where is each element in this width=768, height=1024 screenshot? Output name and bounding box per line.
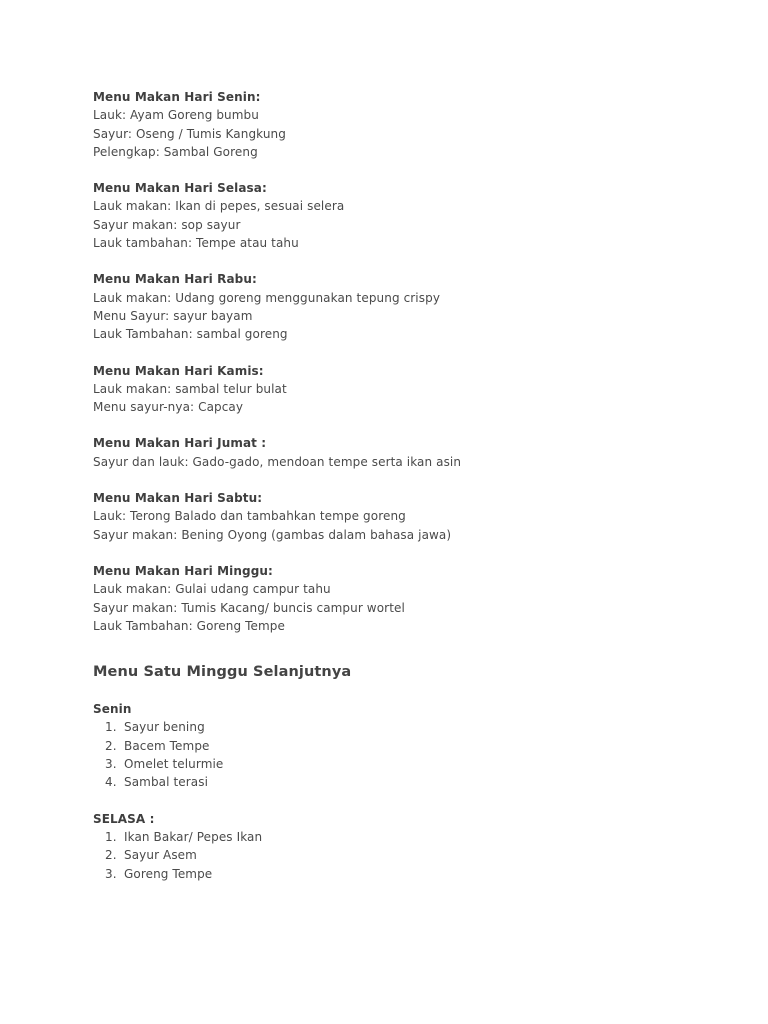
day-title: Menu Makan Hari Minggu: bbox=[93, 563, 273, 578]
day-block-jumat bbox=[93, 434, 733, 471]
day-block-sabtu bbox=[93, 489, 733, 544]
day-block-selasa bbox=[93, 179, 733, 252]
menu-line: Lauk Tambahan: sambal goreng bbox=[93, 327, 288, 342]
list-item: 3. Omelet telurmie bbox=[93, 755, 733, 773]
menu-line: Sayur: Oseng / Tumis Kangkung bbox=[93, 126, 286, 141]
section-heading: Menu Satu Minggu Selanjutnya bbox=[93, 664, 352, 681]
menu-line: Sayur makan: Tumis Kacang/ buncis campur wortel bbox=[93, 600, 405, 615]
menu-line: Lauk: Terong Balado dan tambahkan tempe goreng bbox=[93, 509, 406, 524]
list-item: 2. Bacem Tempe bbox=[93, 737, 733, 755]
day-block-kamis bbox=[93, 362, 733, 417]
day-title: Menu Makan Hari Rabu: bbox=[93, 272, 257, 287]
list-item-text: Sayur Asem bbox=[124, 848, 197, 863]
list-item: 2. Sayur Asem bbox=[93, 846, 733, 864]
list-item-text: Sayur bening bbox=[124, 720, 205, 735]
menu-line: Menu Sayur: sayur bayam bbox=[93, 308, 253, 323]
menu-line: Lauk tambahan: Tempe atau tahu bbox=[93, 236, 299, 251]
menu-line: Sayur makan: sop sayur bbox=[93, 217, 241, 232]
menu-line: Lauk Tambahan: Goreng Tempe bbox=[93, 618, 285, 633]
menu-line: Lauk makan: Udang goreng menggunakan tepung crispy bbox=[93, 290, 441, 305]
day-block-minggu bbox=[93, 562, 733, 635]
list-item-text: Bacem Tempe bbox=[124, 738, 210, 753]
list-block-senin bbox=[93, 700, 733, 791]
menu-line: Lauk makan: sambal telur bulat bbox=[93, 381, 287, 396]
menu-line: Lauk: Ayam Goreng bumbu bbox=[93, 108, 259, 123]
menu-line: Lauk makan: Ikan di pepes, sesuai selera bbox=[93, 199, 345, 214]
menu-line: Lauk makan: Gulai udang campur tahu bbox=[93, 582, 331, 597]
day-title: Menu Makan Hari Sabtu: bbox=[93, 491, 263, 506]
menu-line: Sayur makan: Bening Oyong (gambas dalam bahasa jawa) bbox=[93, 527, 452, 542]
list-block-selasa bbox=[93, 810, 733, 883]
list-item-text: Sambal terasi bbox=[124, 775, 209, 790]
menu-line: Sayur dan lauk: Gado-gado, mendoan tempe serta ikan asin bbox=[93, 454, 462, 469]
list-item-text: Goreng Tempe bbox=[124, 866, 213, 881]
day-title: Menu Makan Hari Senin: bbox=[93, 90, 261, 104]
list-item: 3. Goreng Tempe bbox=[93, 865, 733, 883]
document-page bbox=[93, 88, 733, 901]
day-title: Menu Makan Hari Jumat : bbox=[93, 436, 267, 451]
day-block-senin bbox=[93, 88, 733, 161]
menu-line: Pelengkap: Sambal Goreng bbox=[93, 144, 258, 159]
list-item-text: Omelet telurmie bbox=[124, 757, 224, 772]
numbered-list bbox=[93, 718, 733, 791]
day-title: Menu Makan Hari Selasa: bbox=[93, 181, 267, 196]
list-item: 1. Ikan Bakar/ Pepes Ikan bbox=[93, 828, 733, 846]
list-item-text: Ikan Bakar/ Pepes Ikan bbox=[124, 829, 263, 844]
menu-line: Menu sayur-nya: Capcay bbox=[93, 400, 244, 415]
day-block-rabu bbox=[93, 270, 733, 343]
day-title: Menu Makan Hari Kamis: bbox=[93, 363, 264, 378]
list-item: 1. Sayur bening bbox=[93, 718, 733, 736]
numbered-list bbox=[93, 828, 733, 883]
list-title: Senin bbox=[93, 702, 132, 717]
list-item: 4. Sambal terasi bbox=[93, 773, 733, 791]
list-title: SELASA : bbox=[93, 811, 155, 826]
